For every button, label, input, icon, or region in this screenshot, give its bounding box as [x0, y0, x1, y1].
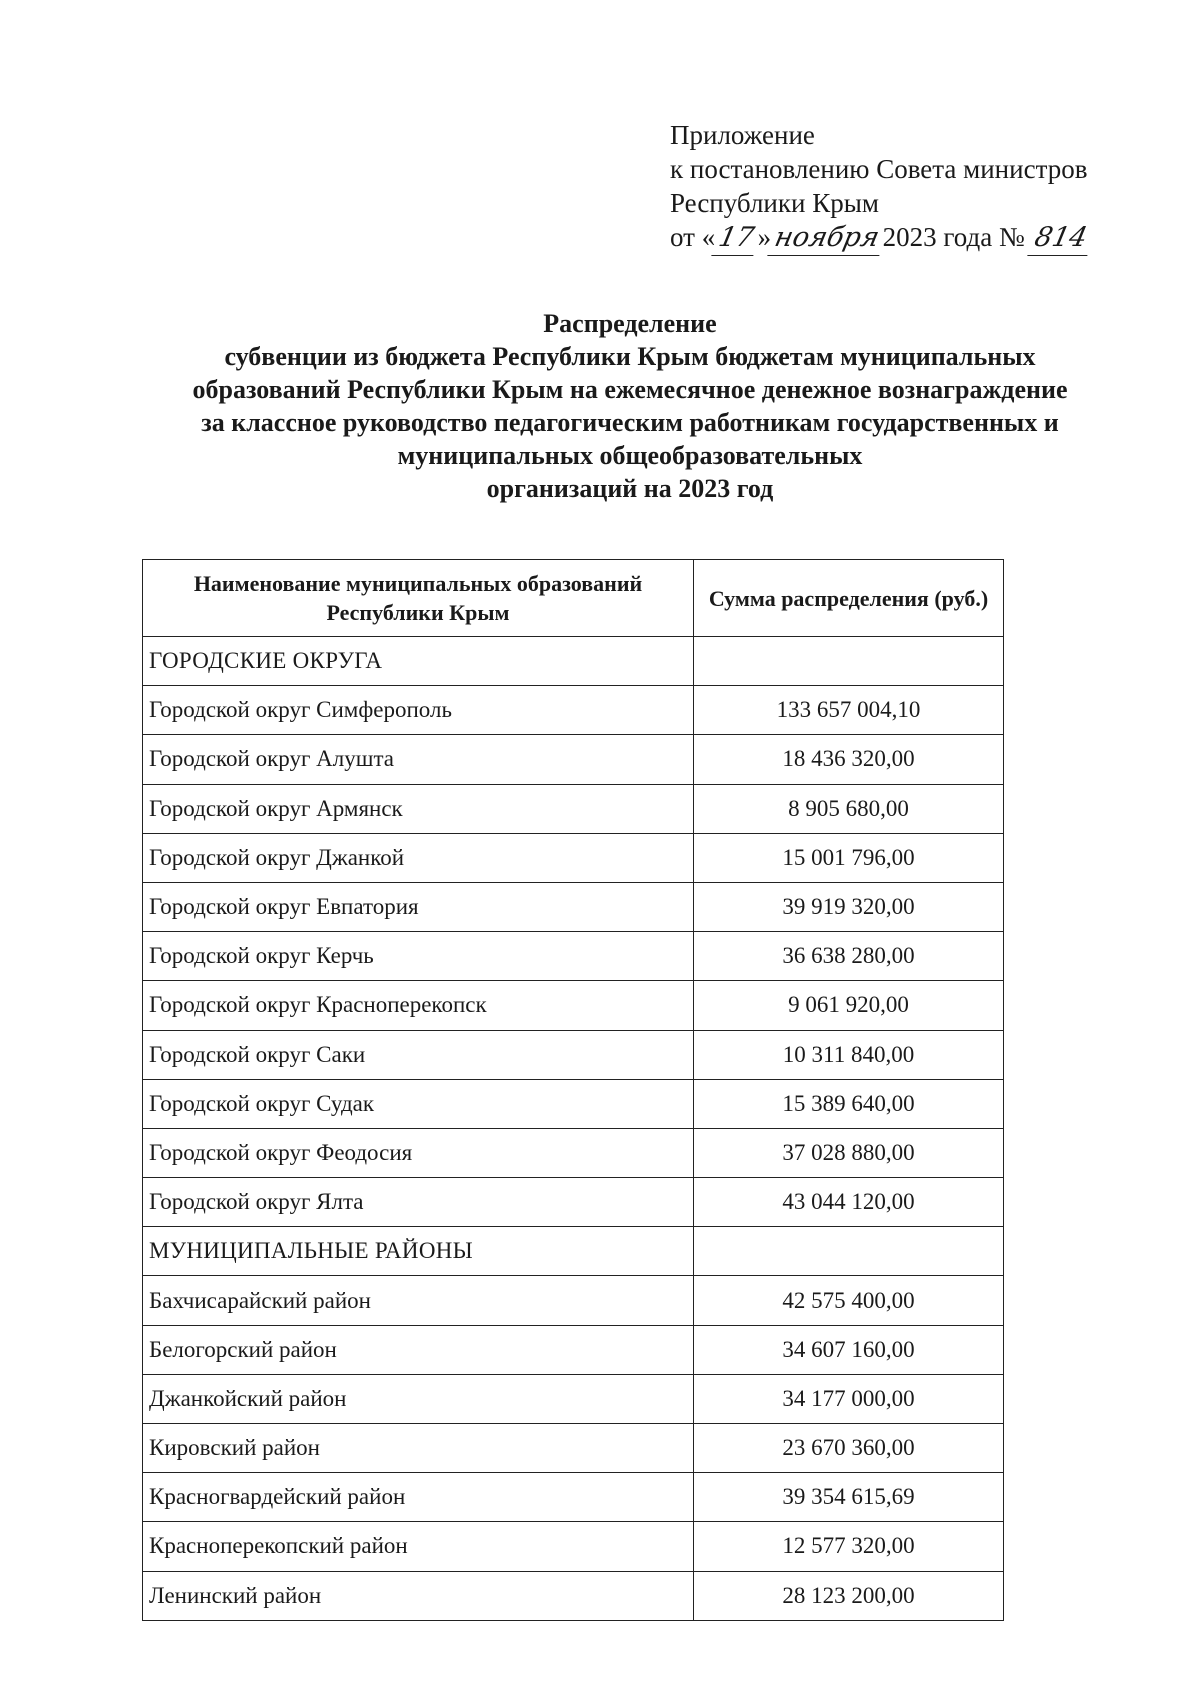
row-name: Городской округ Судак — [143, 1079, 694, 1128]
title-line-6: организаций на 2023 год — [486, 474, 774, 503]
title-line-5: муниципальных общеобразовательных — [397, 441, 863, 470]
table-header-row — [143, 560, 1004, 637]
table-row — [143, 1473, 1004, 1522]
row-amount: 10 311 840,00 — [694, 1030, 1004, 1079]
table-row — [143, 1571, 1004, 1620]
row-amount: 12 577 320,00 — [694, 1522, 1004, 1571]
decree-number-handwritten: 814 — [1028, 221, 1095, 256]
row-name: Ленинский район — [143, 1571, 694, 1620]
row-amount: 37 028 880,00 — [694, 1128, 1004, 1177]
distribution-table — [142, 559, 1004, 1621]
table-row — [143, 1522, 1004, 1571]
row-amount: 18 436 320,00 — [694, 735, 1004, 784]
table-section-row — [143, 637, 1004, 686]
row-amount: 133 657 004,10 — [694, 686, 1004, 735]
row-amount: 34 607 160,00 — [694, 1325, 1004, 1374]
title-line-2: субвенции из бюджета Республики Крым бюджетам муниципальных — [224, 342, 1036, 371]
row-amount: 9 061 920,00 — [694, 981, 1004, 1030]
row-name: Городской округ Симферополь — [143, 686, 694, 735]
row-name: Городской округ Алушта — [143, 735, 694, 784]
row-name: Городской округ Джанкой — [143, 833, 694, 882]
table-row — [143, 1178, 1004, 1227]
row-amount — [694, 1227, 1004, 1276]
row-name: Белогорский район — [143, 1325, 694, 1374]
appendix-decree: к постановлению Совета министров — [670, 154, 1088, 184]
title-line-1: Распределение — [543, 309, 717, 338]
row-name: Городской округ Ялта — [143, 1178, 694, 1227]
title-line-3: образований Республики Крым на ежемесячное денежное вознаграждение — [192, 375, 1068, 404]
row-amount: 28 123 200,00 — [694, 1571, 1004, 1620]
header-name: Наименование муниципальных образований Республики Крым — [143, 560, 694, 637]
row-amount: 42 575 400,00 — [694, 1276, 1004, 1325]
row-name: Джанкойский район — [143, 1374, 694, 1423]
row-name: Городской округ Саки — [143, 1030, 694, 1079]
table-section-row — [143, 1227, 1004, 1276]
table-row — [143, 1424, 1004, 1473]
table-row — [143, 735, 1004, 784]
table-row — [143, 1128, 1004, 1177]
date-year: 2023 года № — [882, 222, 1025, 252]
row-name: Бахчисарайский район — [143, 1276, 694, 1325]
row-name: МУНИЦИПАЛЬНЫЕ РАЙОНЫ — [143, 1227, 694, 1276]
table-row — [143, 1276, 1004, 1325]
row-name: Городской округ Армянск — [143, 784, 694, 833]
row-amount: 39 354 615,69 — [694, 1473, 1004, 1522]
row-amount — [694, 637, 1004, 686]
title-line-4: за классное руководство педагогическим работникам государственных и — [201, 408, 1059, 437]
table-row — [143, 882, 1004, 931]
row-amount: 23 670 360,00 — [694, 1424, 1004, 1473]
date-separator: » — [757, 222, 772, 252]
appendix-date-line — [670, 220, 1091, 256]
table-row — [143, 1325, 1004, 1374]
table-body — [143, 637, 1004, 1621]
table-row — [143, 1030, 1004, 1079]
row-name: Городской округ Керчь — [143, 932, 694, 981]
date-day-handwritten: 17 — [711, 221, 761, 256]
appendix-title: Приложение — [670, 120, 815, 150]
row-amount: 34 177 000,00 — [694, 1374, 1004, 1423]
row-amount: 8 905 680,00 — [694, 784, 1004, 833]
row-amount: 36 638 280,00 — [694, 932, 1004, 981]
document-title — [130, 307, 1130, 505]
row-name: Красногвардейский район — [143, 1473, 694, 1522]
row-amount: 15 389 640,00 — [694, 1079, 1004, 1128]
row-name: ГОРОДСКИЕ ОКРУГА — [143, 637, 694, 686]
row-amount: 43 044 120,00 — [694, 1178, 1004, 1227]
table-row — [143, 1079, 1004, 1128]
row-name: Кировский район — [143, 1424, 694, 1473]
table-row — [143, 833, 1004, 882]
date-month-handwritten: ноября — [767, 221, 886, 256]
row-name: Городской округ Евпатория — [143, 882, 694, 931]
header-amount: Сумма распределения (руб.) — [694, 560, 1004, 637]
row-name: Городской округ Феодосия — [143, 1128, 694, 1177]
table-row — [143, 784, 1004, 833]
appendix-republic: Республики Крым — [670, 188, 879, 218]
row-amount: 15 001 796,00 — [694, 833, 1004, 882]
row-name: Красноперекопский район — [143, 1522, 694, 1571]
row-amount: 39 919 320,00 — [694, 882, 1004, 931]
table-row — [143, 981, 1004, 1030]
table-row — [143, 932, 1004, 981]
row-name: Городской округ Красноперекопск — [143, 981, 694, 1030]
table-row — [143, 1374, 1004, 1423]
table-row — [143, 686, 1004, 735]
appendix-block — [670, 118, 1091, 256]
date-prefix: от « — [670, 222, 716, 252]
